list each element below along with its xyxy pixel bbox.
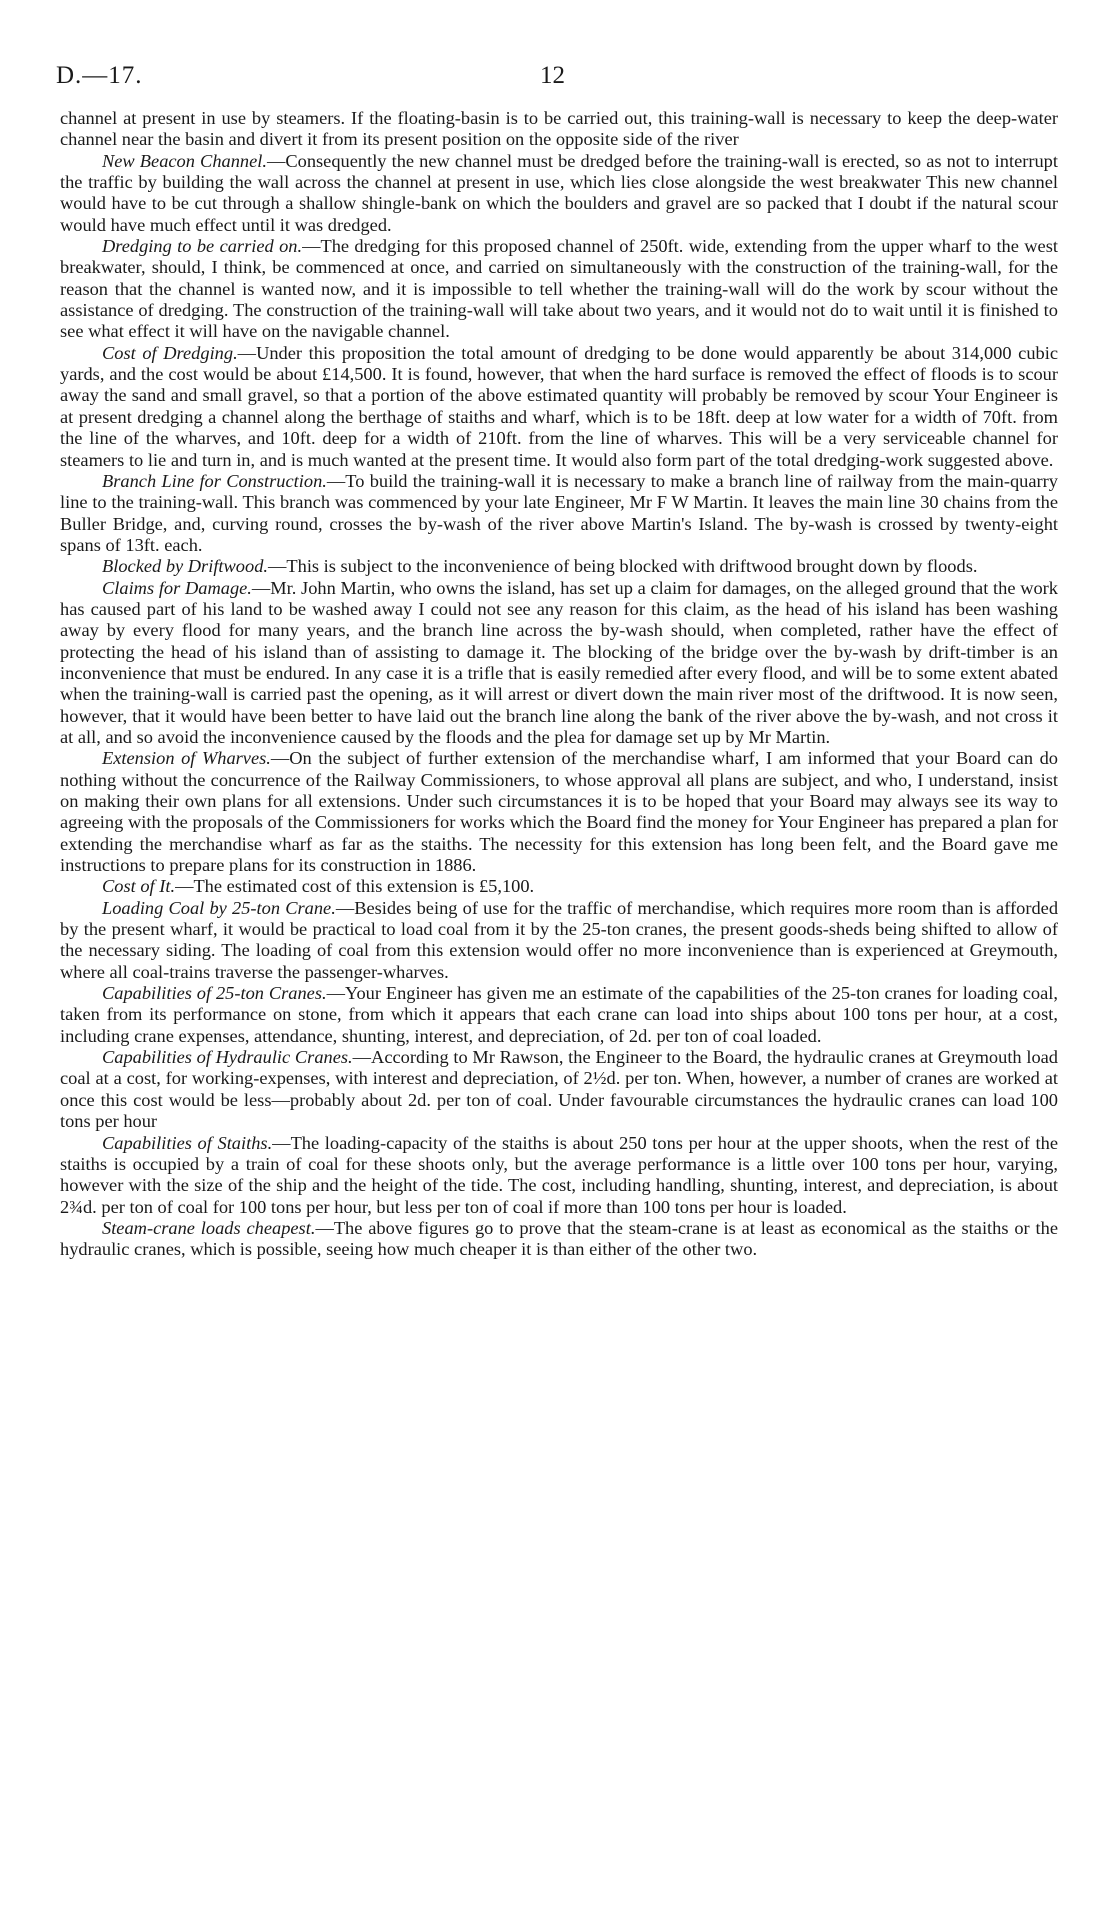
paragraph-text: —Besides being of use for the traffic of merchandise, which requires more room than is afforded by the present wharf, it would be practical to load coal from it by the 25-ton cranes, the present goods-sheds being shifted to allow of the necessary siding. The loading of coal from this extension would offer no more inconvenience than is experienced at Greymouth, where all coal-trains traverse the passenger-wharves. [60, 897, 1059, 982]
paragraph-text: —Mr. John Martin, who owns the island, has set up a claim for damages, on the alleged ground that the work has caused part of his land to be washed away I could not see any reason for this claim, as the head of his island has been washing away by every flood for many years, and the branch line across the by-wash should, when completed, rather have the effect of protecting the head of his island than of assisting to damage it. The blocking of the bridge over the by-wash by drift-timber is an inconvenience that must be endured. In any case it is a trifle that is easily remedied after every flood, and will be to some extent abated when the training-wall is carried past the opening, as it will arrest or divert down the main river most of the driftwood. It is now seen, however, that it would have been better to have laid out the branch line along the bank of the river above the by-wash, and not cross it at all, and so avoid the inconvenience caused by the floods and the plea for damage set up by Mr Martin. [60, 577, 1058, 747]
paragraph-heading: Capabilities of Staiths. [102, 1132, 273, 1153]
paragraph-text: —Consequently the new channel must be dredged before the training-wall is erected, so as not to interrupt the traffic by building the wall across the channel at present in use, which lies close alongside the west breakwater This new channel would have to be cut through a shallow shingle-bank on which the boulders and gravel are so packed that I doubt if the natural scour would have much effect until it was dredged. [60, 150, 1058, 235]
paragraph-text: —Under this proposition the total amount of dredging to be done would apparently be about 314,000 cubic yards, and the cost would be about £14,500. It is found, however, that when the hard surface is removed the effect of floods is to scour away the sand and small gravel, so that a portion of the above estimated quantity will probably be removed by scour Your Engineer is at present dredging a channel along the berthage of staiths and wharf, which is to be 18ft. deep at low water for a width of 70ft. from the line of the wharves, and 10ft. deep for a width of 210ft. from the line of wharves. This will be a very serviceable channel for steamers to lie and turn in, and is much wanted at the present time. It would also form part of the total dredging-work suggested above. [60, 342, 1058, 470]
paragraph-heading: Cost of It. [102, 876, 176, 897]
paragraph-text: —On the subject of further extension of the merchandise wharf, I am informed that your Board can do nothing without the concurrence of the Railway Commissioners, to whose approval all plans are subject, and who, I understand, insist on making their own plans for all extensions. Under such circumstances it is to be hoped that your Board may always see its way to agreeing with the proposals of the Commissioners for works which the Board find the money for Your Engineer has prepared a plan for extending the merchandise wharf as far as the staiths. The necessity for this extension has long been felt, and the Board gave me instructions to prepare plans for its construction in 1886. [60, 748, 1058, 876]
paragraph-heading: Branch Line for Construction. [102, 470, 327, 491]
paragraph-text: —Your Engineer has given me an estimate of the capabilities of the 25-ton cranes for loading coal, taken from its performance on stone, from which it appears that each crane can load into ships about 100 tons per hour, at a cost, including crane expenses, attendance, shunting, interest, and depreciation, of 2d. per ton of coal loaded. [60, 983, 1058, 1046]
paragraph-new-beacon-channel [60, 151, 1058, 236]
paragraph-dredging-to-be-carried-on [60, 236, 1058, 343]
paragraph-text: —The above figures go to prove that the steam-crane is at least as economical as the staiths or the hydraulic cranes, which is possible, seeing how much cheaper it is than either of the other two. [60, 1217, 1058, 1260]
document-reference: D.—17. [56, 62, 143, 89]
document-page [56, 62, 1059, 1261]
paragraph-heading: Claims for Damage. [102, 577, 252, 598]
paragraph-text: —The estimated cost of this extension is £5,100. [175, 876, 535, 897]
body-text [60, 108, 1058, 1261]
paragraph-heading: Dredging to be carried on. [102, 236, 303, 257]
paragraph-branch-line [60, 471, 1058, 556]
paragraph-heading: Loading Coal by 25-ton Crane. [102, 897, 336, 918]
paragraph-heading: New Beacon Channel. [102, 150, 267, 171]
paragraph-loading-coal [60, 898, 1058, 983]
paragraph-extension-of-wharves [60, 748, 1058, 876]
paragraph-text: —According to Mr Rawson, the Engineer to the Board, the hydraulic cranes at Greymouth load coal at a cost, for working-expenses, with interest and depreciation, of 2½d. per ton. When, however, a number of cranes are worked at once this cost would be less—probably about 2d. per ton of coal. Under favourable circumstances the hydraulic cranes can load 100 tons per hour [60, 1047, 1058, 1132]
paragraph-capabilities-25-ton-cranes [60, 983, 1058, 1047]
paragraph-capabilities-staiths [60, 1133, 1058, 1218]
paragraph-cost-of-it [60, 876, 1058, 897]
paragraph-cost-of-dredging [60, 343, 1058, 471]
page-header [56, 62, 1058, 108]
paragraph-blocked-by-driftwood [60, 556, 1058, 577]
paragraph-heading: Cost of Dredging. [102, 342, 238, 363]
paragraph-text: —This is subject to the inconvenience of being blocked with driftwood brought down by floods. [268, 556, 978, 577]
paragraph-steam-crane-cheapest [60, 1218, 1058, 1261]
paragraph-claims-for-damage [60, 578, 1058, 749]
paragraph-text: —To build the training-wall it is necessary to make a branch line of railway from the main-quarry line to the training-wall. This branch was commenced by your late Engineer, Mr F W Martin. It leaves the main line 30 chains from the Buller Bridge, and, curving round, crosses the by-wash of the river above Martin's Island. The by-wash is crossed by twenty-eight spans of 13ft. each. [60, 470, 1058, 555]
paragraph-heading: Capabilities of 25-ton Cranes. [102, 983, 327, 1004]
paragraph-heading: Capabilities of Hydraulic Cranes. [102, 1047, 353, 1068]
paragraph-heading: Extension of Wharves. [102, 748, 271, 769]
paragraph-continuation [60, 108, 1058, 151]
paragraph-text: —The dredging for this proposed channel of 250ft. wide, extending from the upper wharf to the west breakwater, should, I think, be commenced at once, and carried on simultaneously with the construction of the training-wall, for the reason that the channel is wanted now, and it is impossible to tell whether the training-wall will do the work by scour without the assistance of dredging. The construction of the training-wall will take about two years, and it would not do to wait until it is finished to see what effect it will have on the navigable channel. [60, 236, 1058, 342]
paragraph-capabilities-hydraulic-cranes [60, 1047, 1058, 1132]
paragraph-text: channel at present in use by steamers. If the floating-basin is to be carried out, this training-wall is necessary to keep the deep-water channel near the basin and divert it from its present position on the opposite side of the river [60, 108, 1058, 150]
paragraph-heading: Blocked by Driftwood. [102, 556, 268, 577]
page-number: 12 [540, 62, 565, 89]
paragraph-text: —The loading-capacity of the staiths is about 250 tons per hour at the upper shoots, when the rest of the staiths is occupied by a train of coal for these shoots only, but the average performance is a little over 100 tons per hour, varying, however with the size of the ship and the height of the tide. The cost, including handling, shunting, interest, and depreciation, is about 2¾d. per ton of coal for 100 tons per hour, but less per ton of coal if more than 100 tons per hour is loaded. [60, 1132, 1059, 1217]
paragraph-heading: Steam-crane loads cheapest. [102, 1217, 316, 1238]
